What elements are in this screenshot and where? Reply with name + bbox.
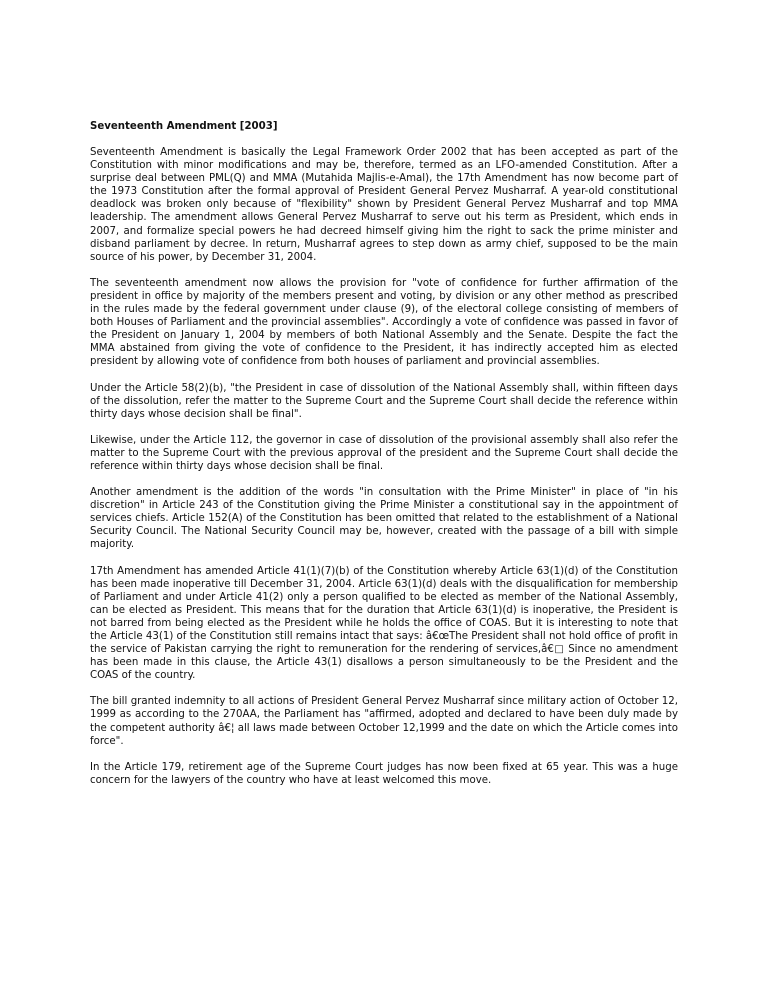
paragraph-3: Under the Article 58(2)(b), "the President in case of dissolution of the National Assembly shall, within fifteen days of the dissolution, refer the matter to the Supreme Court and the Supreme Court shall decide the reference within thirty days whose decision shall be final". (90, 382, 678, 420)
paragraph-1: Seventeenth Amendment is basically the Legal Framework Order 2002 that has been accepted as part of the Constitution with minor modifications and may be, therefore, termed as an LFO-amended Constitution. After a surprise deal between PML(Q) and MMA (Mutahida Majlis-e-Amal), the 17th Amendment has now become part of the 1973 Constitution after the formal approval of President General Pervez Musharraf. A year-old constitutional deadlock was broken only because of "flexibility" shown by President General Pervez Musharraf and top MMA leadership. The amendment allows General Pervez Musharraf to serve out his term as President, which ends in 2007, and formalize special powers he had decreed himself giving him the right to sack the prime minister and disband parliament by decree. In return, Musharraf agrees to step down as army chief, supposed to be the main source of his power, by December 31, 2004. (90, 147, 678, 263)
paragraph-5: Another amendment is the addition of the words "in consultation with the Prime Minister" in place of "in his discretion" in Article 243 of the Constitution giving the Prime Minister a constitutional say in the appointment of services chiefs. Article 152(A) of the Constitution has been omitted that related to the establishment of a National Security Council. The National Security Council may be, however, created with the passage of a bill with simple majority. (90, 487, 678, 551)
paragraph-2: The seventeenth amendment now allows the provision for "vote of confidence for further affirmation of the president in office by majority of the members present and voting, by division or any other method as prescribed in the rules made by the federal government under clause (9), of the electoral college consisting of members of both Houses of Parliament and the provincial assemblies". Accordingly a vote of confidence was passed in favor of the President on January 1, 2004 by members of both National Assembly and the Senate. Despite the fact the MMA abstained from giving the vote of confidence to the President, it has indirectly accepted him as elected president by allowing vote of confidence from both houses of parliament and provincial assemblies. (90, 277, 678, 368)
document-page (90, 120, 678, 800)
paragraph-7: The bill granted indemnity to all actions of President General Pervez Musharraf since military action of October 12, 1999 as according to the 270AA, the Parliament has "affirmed, adopted and declared to have been duly made by the competent authority â€¦ all laws made between October 12,1999 and the date on which the Article comes into force". (90, 696, 678, 747)
document-heading: Seventeenth Amendment [2003] (90, 121, 278, 132)
paragraph-6: 17th Amendment has amended Article 41(1)(7)(b) of the Constitution whereby Article 63(1)(d) of the Constitution has been made inoperative till December 31, 2004. Article 63(1)(d) deals with the disqualification for membership of Parliament and under Article 41(2) only a person qualified to be elected as member of the National Assembly, can be elected as President. This means that for the duration that Article 63(1)(d) is inoperative, the President is not barred from being elected as the President while he holds the office of COAS. But it is interesting to note that the Article 43(1) of the Constitution still remains intact that says: â€œThe President shall not hold office of profit in the service of Pakistan carrying the right to remuneration for the rendering of services,â€□ Since no amendment has been made in this clause, the Article 43(1) disallows a person simultaneously to be the President and the COAS of the country. (90, 565, 678, 682)
paragraph-4: Likewise, under the Article 112, the governor in case of dissolution of the provisional assembly shall also refer the matter to the Supreme Court with the previous approval of the president and the Supreme Court shall decide the reference within thirty days whose decision shall be final. (90, 434, 678, 472)
paragraph-8: In the Article 179, retirement age of the Supreme Court judges has now been fixed at 65 year. This was a huge concern for the lawyers of the country who have at least welcomed this move. (90, 761, 678, 786)
